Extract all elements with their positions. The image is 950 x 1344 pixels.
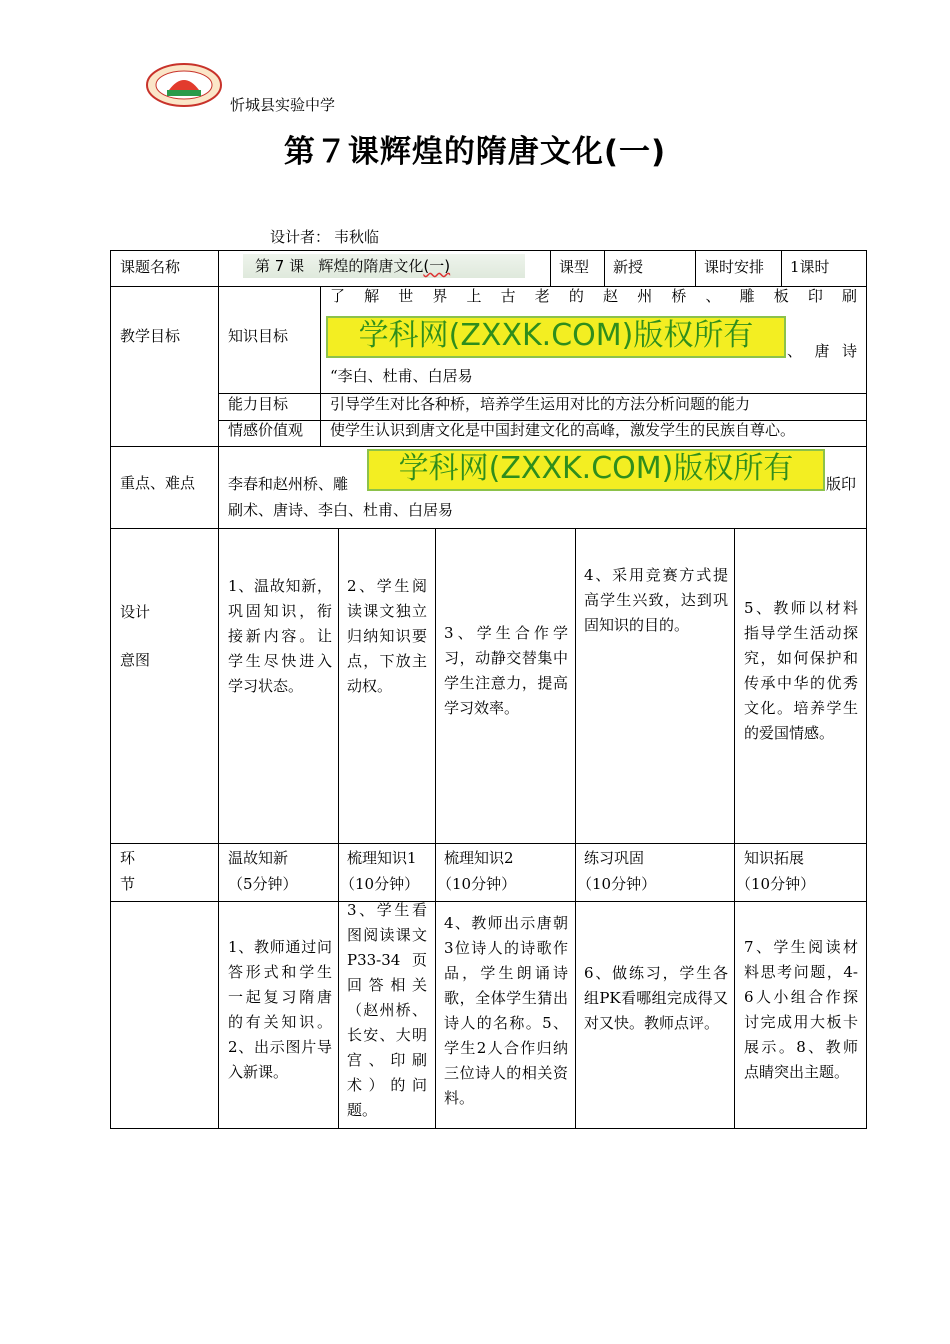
table-border-bottom [110,1128,867,1129]
stage-name: 梳理知识1 [347,849,417,867]
goals-label: 教学目标 [120,327,181,345]
activity-2: 3、学生看图阅读课文P33-34页回答相关（赵州桥、长安、大明宫、印刷术）的问题。 [347,901,427,1119]
designer-name: 韦秋临 [334,228,380,246]
emotion-text: 使学生认识到唐文化是中国封建文化的高峰，激发学生的民族自尊心。 [330,421,796,439]
stages-label-line2: 节 [120,875,136,893]
lesson-prefix: 第 7 课 [255,257,305,275]
designer-label: 设计者： [270,228,331,246]
school-logo [145,62,223,108]
design-label-line1: 设计 [120,603,151,621]
table-border-right [866,250,867,1129]
design-item-1: 1、温故知新，巩固知识，衔接新内容。让学生尽快进入学习状态。 [228,577,332,695]
table-line [604,250,605,286]
table-line [781,250,782,286]
table-line [320,286,321,446]
stage-time: （10分钟） [577,875,657,893]
type-label: 课型 [559,258,590,276]
ability-text: 引导学生对比各种桥，培养学生运用对比的方法分析问题的能力 [330,395,751,413]
design-item-3: 3、学生合作学习，动静交替集中学生注意力，提高学习效率。 [444,624,568,717]
knowledge-line3: “李白、杜甫、白居易 [330,367,473,385]
table-line [218,250,219,1129]
table-line [695,250,696,286]
lesson-title: 辉煌的隋唐文化 [318,257,424,275]
activity-3: 4、教师出示唐朝3位诗人的诗歌作品，学生朗诵诗歌，全体学生猜出诗人的名称。5、学生2人合作归纳三位诗人的相关资料。 [444,914,568,1107]
type-value: 新授 [613,258,644,276]
table-line [338,528,339,1129]
keypoints-line1-tail: 版印 [826,475,857,493]
table-line [110,446,867,447]
designer-line [270,226,383,247]
table-line [575,528,576,1129]
table-line [734,528,735,1129]
lesson-name-label: 课题名称 [120,258,181,276]
keypoints-label: 重点、难点 [120,474,196,492]
design-label-line2: 意图 [120,651,151,669]
stages-label-line1: 环 [120,849,136,867]
lesson-name-value [243,254,525,278]
design-item-5: 5、教师以材料指导学生活动探究，如何保护和传承中华的优秀文化。培养学生的爱国情感。 [744,599,858,742]
design-item-2: 2、学生阅读课文独立归纳知识要点，下放主动权。 [347,577,427,695]
stage-name: 练习巩固 [584,849,645,867]
emotion-label: 情感价值观 [228,421,304,439]
watermark-banner: 学科网(ZXXK.COM)版权所有 [326,316,786,358]
knowledge-label: 知识目标 [228,327,289,345]
activity-1: 1、教师通过问答形式和学生一起复习隋唐的有关知识。2、出示图片导入新课。 [228,938,332,1081]
table-border-top [110,250,867,251]
keypoints-line2: 刷术、唐诗、李白、杜甫、白居易 [228,501,454,519]
stage-time: （10分钟） [736,875,816,893]
activity-5: 7、学生阅读材料思考问题，4-6人小组合作探讨完成用大板卡展示。8、教师点睛突出主题。 [744,938,858,1081]
knowledge-line2-tail: 、 唐 诗 [787,342,857,360]
stage-time: （10分钟） [437,875,517,893]
stage-time: （5分钟） [228,875,298,893]
table-border-left [110,250,111,1129]
stage-name: 梳理知识2 [444,849,514,867]
activity-4: 6、做练习，学生各组PK看哪组完成得又对又快。教师点评。 [584,964,728,1032]
hours-label: 课时安排 [704,258,765,276]
stage-time: （10分钟） [340,875,420,893]
table-line [110,901,867,902]
table-line [110,843,867,844]
table-line [550,250,551,286]
hours-value: 1课时 [790,258,830,276]
ability-label: 能力目标 [228,395,289,413]
lesson-suffix: (一) [423,257,451,275]
stage-name: 知识拓展 [744,849,805,867]
page-title: 第７课辉煌的隋唐文化(一) [283,134,667,170]
table-line [435,528,436,1129]
design-item-4: 4、采用竞赛方式提高学生兴致，达到巩固知识的目的。 [584,566,728,634]
school-name: 忻城县实验中学 [230,96,336,114]
watermark-banner: 学科网(ZXXK.COM)版权所有 [367,449,825,491]
stage-name: 温故知新 [228,849,289,867]
keypoints-line1-head: 李春和赵州桥、雕 [228,475,349,493]
knowledge-line1: 了解世界上古老的赵州桥、雕板印刷 [330,287,857,305]
table-line [110,528,867,529]
